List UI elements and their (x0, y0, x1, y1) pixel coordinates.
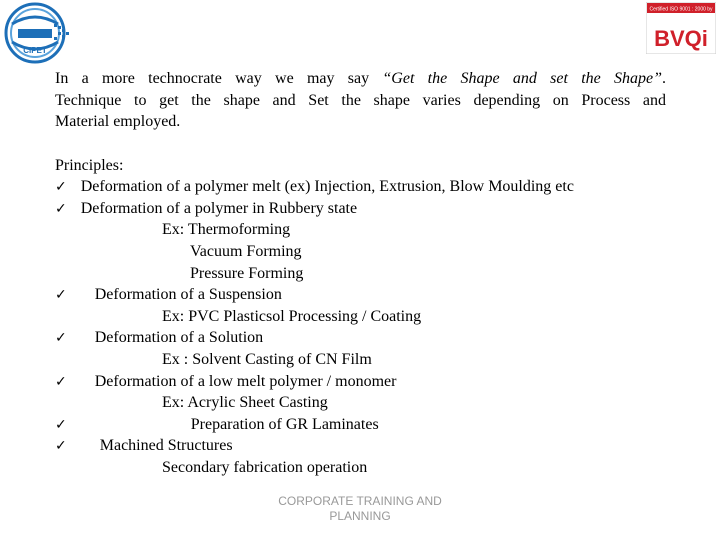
principle-item (55, 414, 379, 437)
checkmark-icon: ✓ (55, 287, 67, 303)
intro-line-3: Material employed. (55, 113, 181, 131)
checkmark-icon: ✓ (55, 201, 67, 217)
principle-text: Preparation of GR Laminates (190, 416, 379, 433)
principle-text: Deformation of a Solution (94, 329, 264, 346)
principle-item (55, 198, 357, 221)
checkmark-icon: ✓ (55, 330, 67, 346)
intro-line-1-end: . (662, 70, 667, 87)
principle-text: Deformation of a low melt polymer / monomer (94, 373, 397, 390)
principle-example: Ex: PVC Plasticsol Processing / Coating (162, 308, 422, 325)
principle-item (55, 435, 233, 458)
principle-example: Ex: Acrylic Sheet Casting (162, 394, 328, 411)
principle-example: Ex : Solvent Casting of CN Film (162, 351, 372, 368)
footer (0, 494, 720, 524)
principle-item (55, 176, 574, 199)
principle-example: Ex: Thermoforming (162, 221, 291, 238)
intro-line-1 (55, 68, 666, 90)
footer-line-2: PLANNING (329, 509, 391, 523)
cipet-logo-text: CIPET (23, 46, 47, 55)
bvqi-logo-text: BVQi (654, 26, 708, 51)
footer-line-1: CORPORATE TRAINING AND (278, 494, 442, 508)
principle-example: Vacuum Forming (190, 243, 302, 260)
checkmark-icon: ✓ (55, 417, 67, 433)
checkmark-icon: ✓ (55, 438, 67, 454)
bvqi-logo (646, 2, 716, 54)
principle-item (55, 327, 263, 350)
checkmark-icon: ✓ (55, 179, 67, 195)
principle-text: Deformation of a polymer melt (ex) Injection, Extrusion, Blow Moulding etc (80, 178, 574, 195)
principle-text: Machined Structures (99, 437, 233, 454)
principle-example: Secondary fabrication operation (162, 459, 368, 476)
bvqi-cert-text: Certified ISO 9001 : 2000 by (649, 6, 713, 13)
intro-quote: “Get the Shape and set the Shape” (382, 70, 663, 87)
principle-text: Deformation of a Suspension (94, 286, 282, 303)
principle-item (55, 371, 396, 394)
principle-item (55, 284, 282, 307)
principle-example: Pressure Forming (190, 265, 304, 282)
principles-heading: Principles: (55, 157, 124, 174)
checkmark-icon: ✓ (55, 374, 67, 390)
intro-line-1-text: In a more technocrate way we may say (55, 70, 383, 87)
cipet-logo (2, 2, 72, 64)
intro-line-2: Technique to get the shape and Set the shape varies depending on Process and (55, 91, 666, 109)
intro-paragraph (55, 68, 666, 133)
principle-text: Deformation of a polymer in Rubbery state (80, 200, 358, 217)
